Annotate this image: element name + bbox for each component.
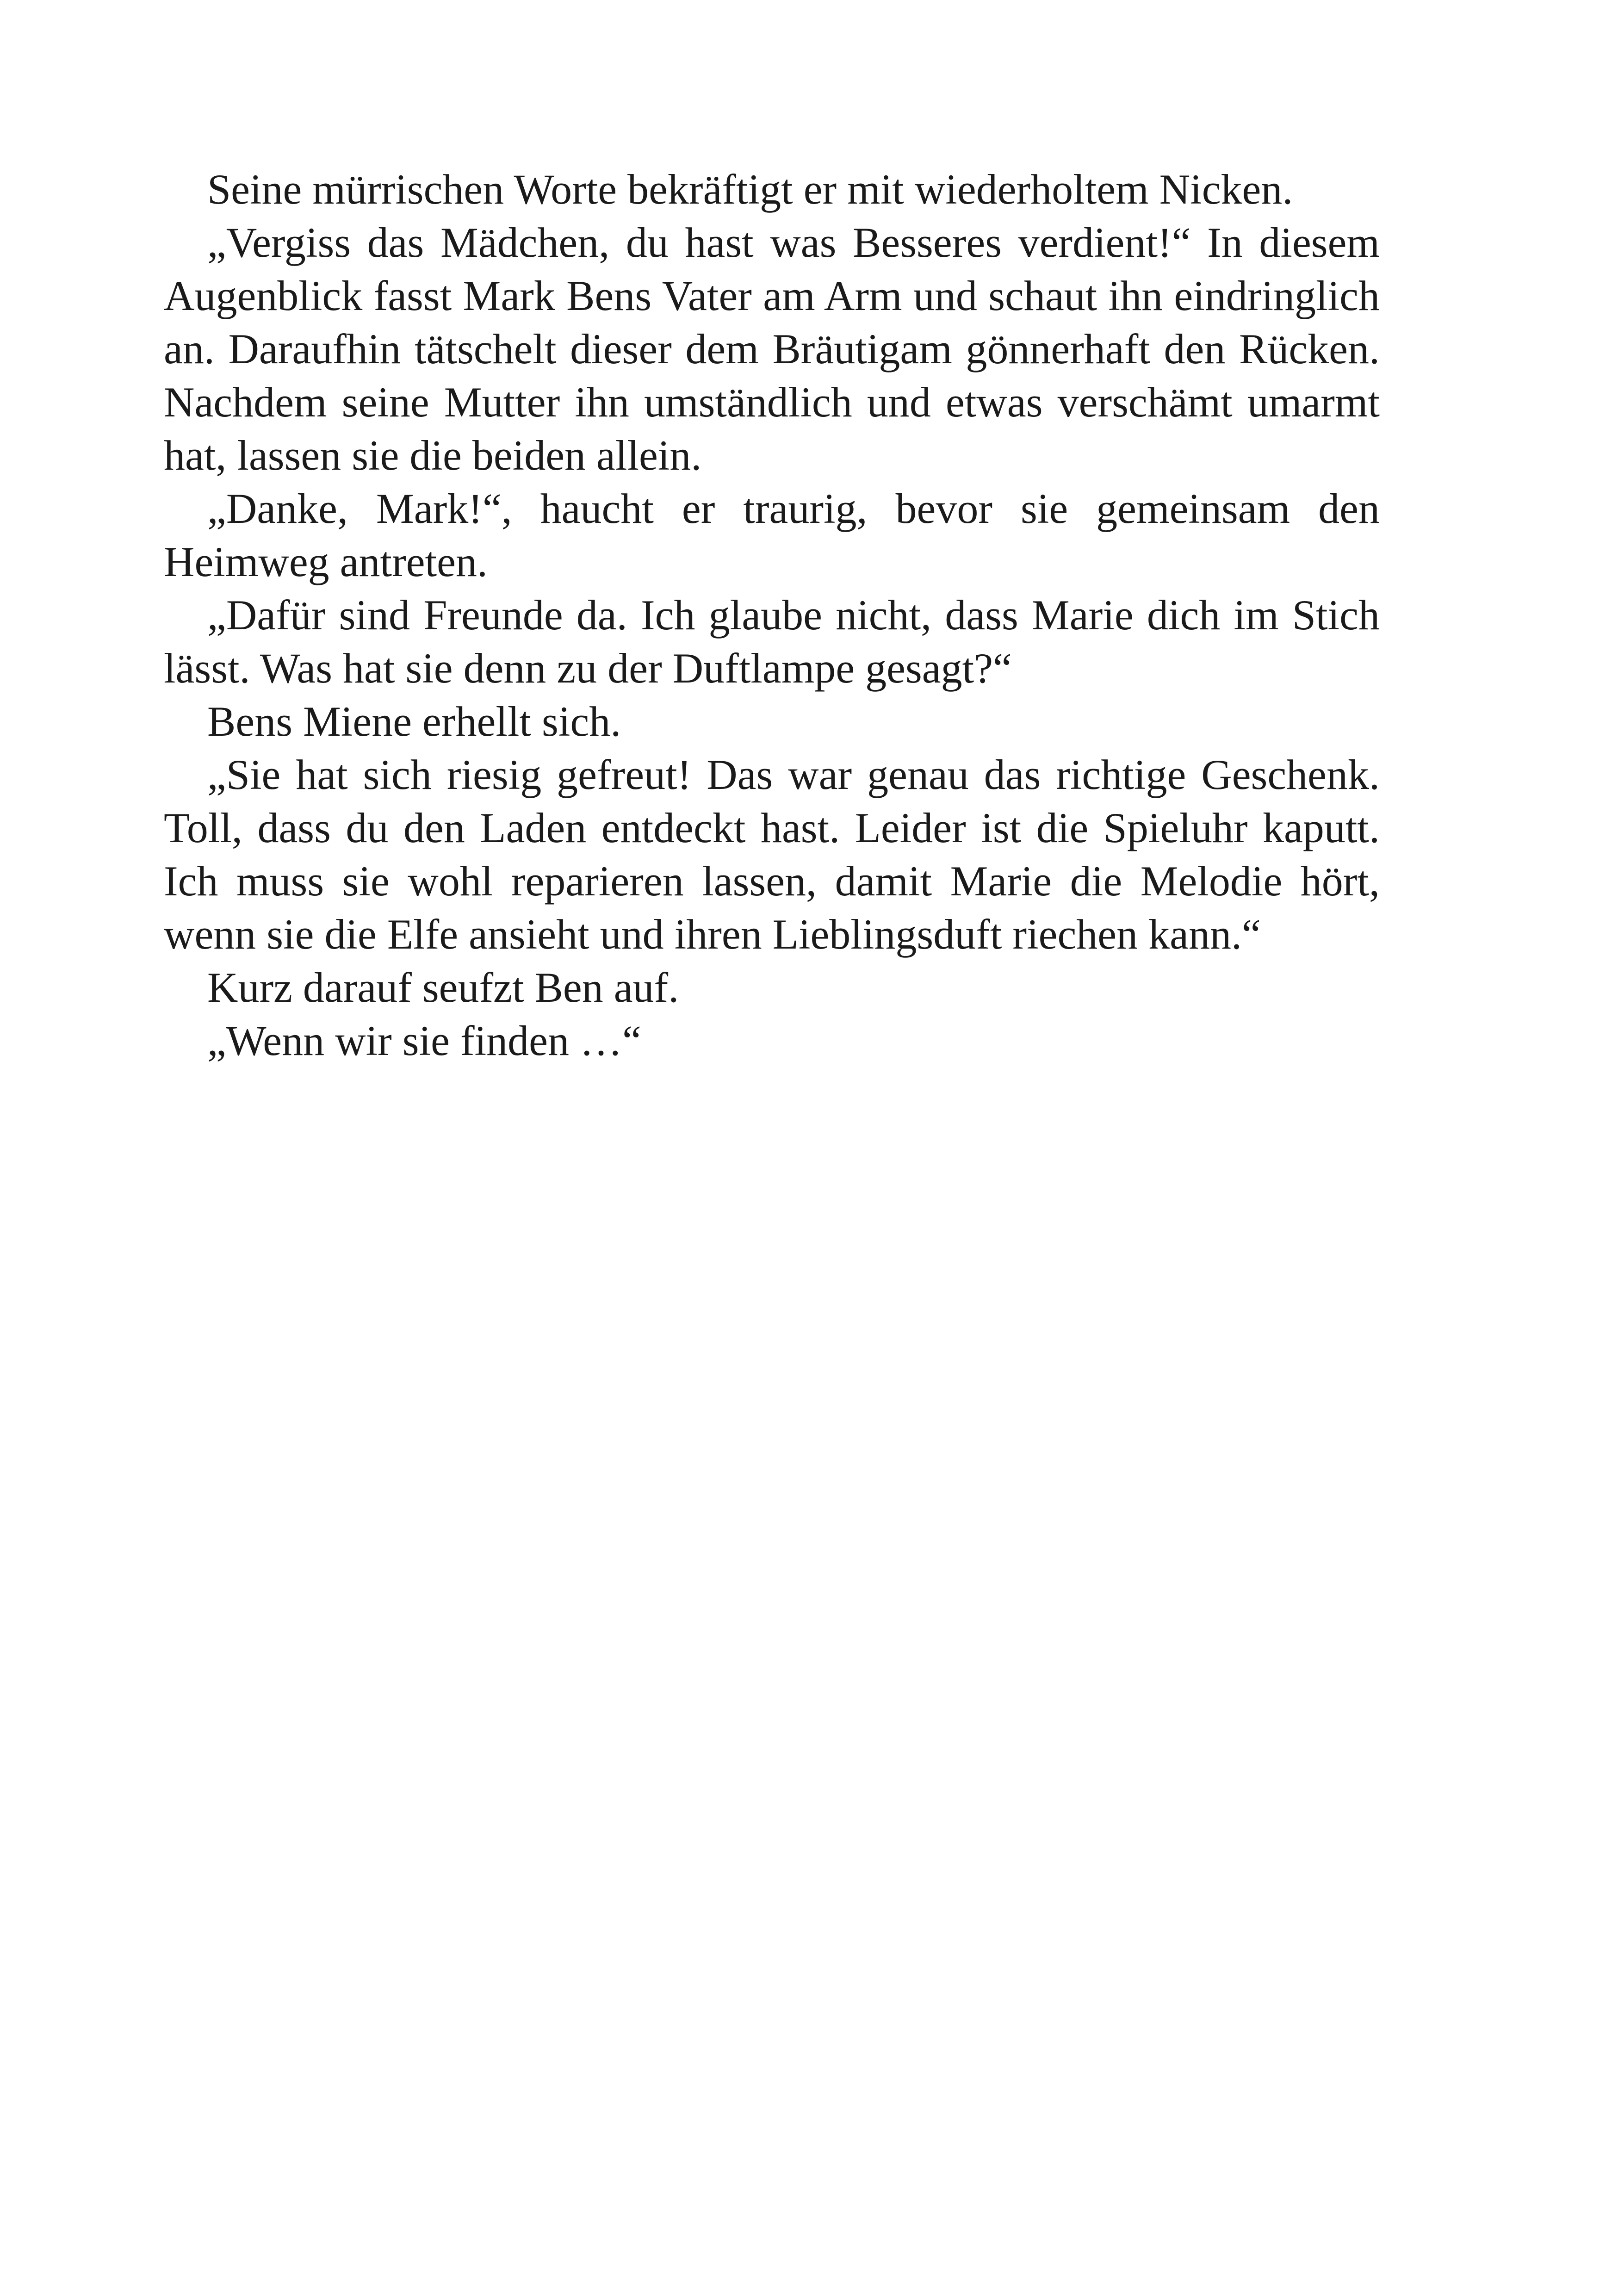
paragraph-4: „Dafür sind Freunde da. Ich glaube nicht, dass Marie dich im Stich lässt. Was hat sie denn zu der Duftlampe gesagt?“ [164, 591, 1380, 692]
paragraph-6: „Sie hat sich riesig gefreut! Das war genau das richtige Geschenk. Toll, dass du den Laden entdeckt hast. Leider ist die Spieluhr kaputt. Ich muss sie wohl reparieren lassen, damit Marie die Melodie hört, wenn sie die Elfe ansieht und ihren Lieblingsduft riechen kann.“ [164, 751, 1380, 958]
paragraph-7: Kurz darauf seufzt Ben auf. [207, 964, 679, 1011]
paragraph-8: „Wenn wir sie finden …“ [207, 1017, 641, 1064]
body-text [164, 163, 1380, 1067]
paragraph-3: „Danke, Mark!“, haucht er traurig, bevor sie gemeinsam den Heimweg antreten. [164, 485, 1380, 585]
paragraph-1: Seine mürrischen Worte bekräftigt er mit wiederholtem Nicken. [207, 166, 1293, 213]
paragraph-5: Bens Miene erhellt sich. [207, 698, 621, 745]
paragraph-2: „Vergiss das Mädchen, du hast was Besseres verdient!“ In diesem Augenblick fasst Mark Bens Vater am Arm und schaut ihn eindringlich an. Daraufhin tätschelt dieser dem Bräutigam gönnerhaft den Rücken. Nachdem seine Mutter ihn umständlich und etwas verschämt umarmt hat, lassen sie die beiden allein. [164, 219, 1380, 479]
